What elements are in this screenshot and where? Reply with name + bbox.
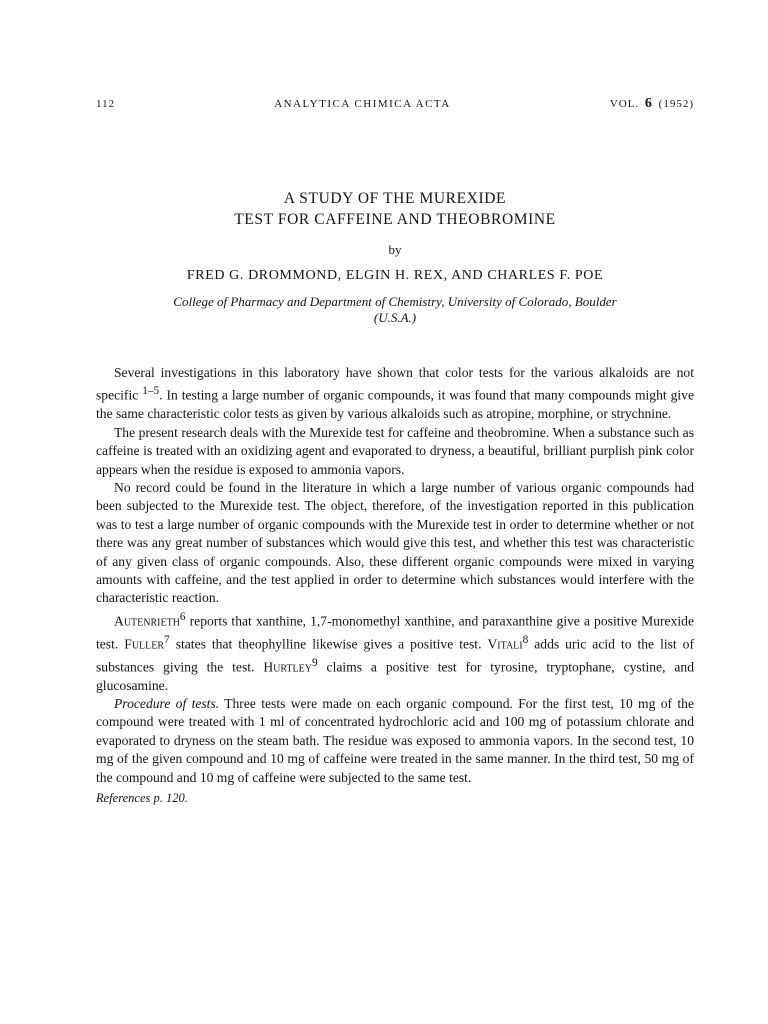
affiliation-line-2: (U.S.A.) xyxy=(373,310,417,325)
volume-info xyxy=(610,96,694,112)
references-note: References p. 120. xyxy=(96,791,188,806)
affiliation-line-1: College of Pharmacy and Department of Chemistry, University of Colorado, Boulder xyxy=(173,294,617,309)
affiliation xyxy=(96,294,694,326)
paragraph-1 xyxy=(96,364,694,424)
paper-title xyxy=(96,188,694,230)
paragraph-3: No record could be found in the literature in which a large number of various organic compounds had been subjected to the Murexide test. The object, therefore, of the investigation reported in this publication was to test a large number of organic compounds with the Murexide test in order to determine whether or not there was any great number of substances which would give this test, and whether this test was characteristic of any given class of organic compounds. Also, these different organic compounds were mixed in varying amounts with caffeine, and the test applied in order to determine which substances would interfere with the characteristic reaction. xyxy=(96,479,694,606)
paragraph-4 xyxy=(96,608,694,695)
paragraph-2: The present research deals with the Murexide test for caffeine and theobromine. When a substance such as caffeine is treated with an oxidizing agent and evaporated to dryness, a beautiful, brilliant purplish pink color appears when the residue is exposed to ammonia vapors. xyxy=(96,424,694,477)
p1-text-a: Several investigations in this laboratory have shown that color tests for the various alkaloids are not specific xyxy=(96,365,694,403)
volume-label: VOL. xyxy=(609,98,640,110)
citation-7: 7 xyxy=(164,633,170,646)
author-vitali: Vitali xyxy=(487,636,523,652)
p4-text-4: claims a positive test for tyrosine, tryptophane, cystine, and glucosamine. xyxy=(96,659,694,693)
author-fuller: Fuller xyxy=(124,636,165,652)
byline: by xyxy=(388,242,402,257)
volume-number: 6 xyxy=(644,96,653,111)
article-body xyxy=(96,364,694,787)
citation-8: 8 xyxy=(522,633,529,646)
running-head xyxy=(96,96,694,116)
author-hurtley: Hurtley xyxy=(263,659,312,675)
procedure-heading: Procedure of tests. xyxy=(114,696,220,712)
p4-text-3: adds uric acid to the list of substances giving the test. xyxy=(96,636,694,675)
p4-text-2: states that theophylline likewise gives a positive test. xyxy=(169,636,488,652)
title-line-1: A STUDY OF THE MUREXIDE xyxy=(283,190,507,207)
author-autenrieth: Autenrieth xyxy=(114,613,180,629)
title-line-2: TEST FOR CAFFEINE AND THEOBROMINE xyxy=(234,211,556,228)
citation-1-5: 1–5 xyxy=(142,385,160,398)
journal-name: ANALYTICA CHIMICA ACTA xyxy=(274,98,451,110)
p4-text-1: reports that xanthine, 1,7-monomethyl xanthine, and paraxanthine give a positive Murexide test. xyxy=(96,613,694,652)
citation-9: 9 xyxy=(311,656,318,669)
p1-text-b: . In testing a large number of organic compounds, it was found that many compounds might give the same characteristic color tests as given by various alkaloids such as atropine, morphine, or strychnine. xyxy=(96,387,694,422)
page-number: 112 xyxy=(96,98,116,110)
paper-page xyxy=(96,96,694,806)
paragraph-5 xyxy=(96,695,694,787)
p5-text: Three tests were made on each organic compound. For the first test, 10 mg of the compound were treated with 1 ml of concentrated hydrochloric acid and 100 mg of potassium chlorate and evaporated to dryness on the steam bath. The residue was exposed to ammonia vapors. In the second test, 10 mg of the given compound and 10 mg of caffeine were treated in the same manner. In the third test, 50 mg of the compound and 10 mg of caffeine were subjected to the same test. xyxy=(96,696,694,785)
volume-year: (1952) xyxy=(658,98,694,110)
citation-6: 6 xyxy=(179,610,186,623)
authors: FRED G. DROMMOND, ELGIN H. REX, AND CHARLES F. POE xyxy=(186,268,604,283)
